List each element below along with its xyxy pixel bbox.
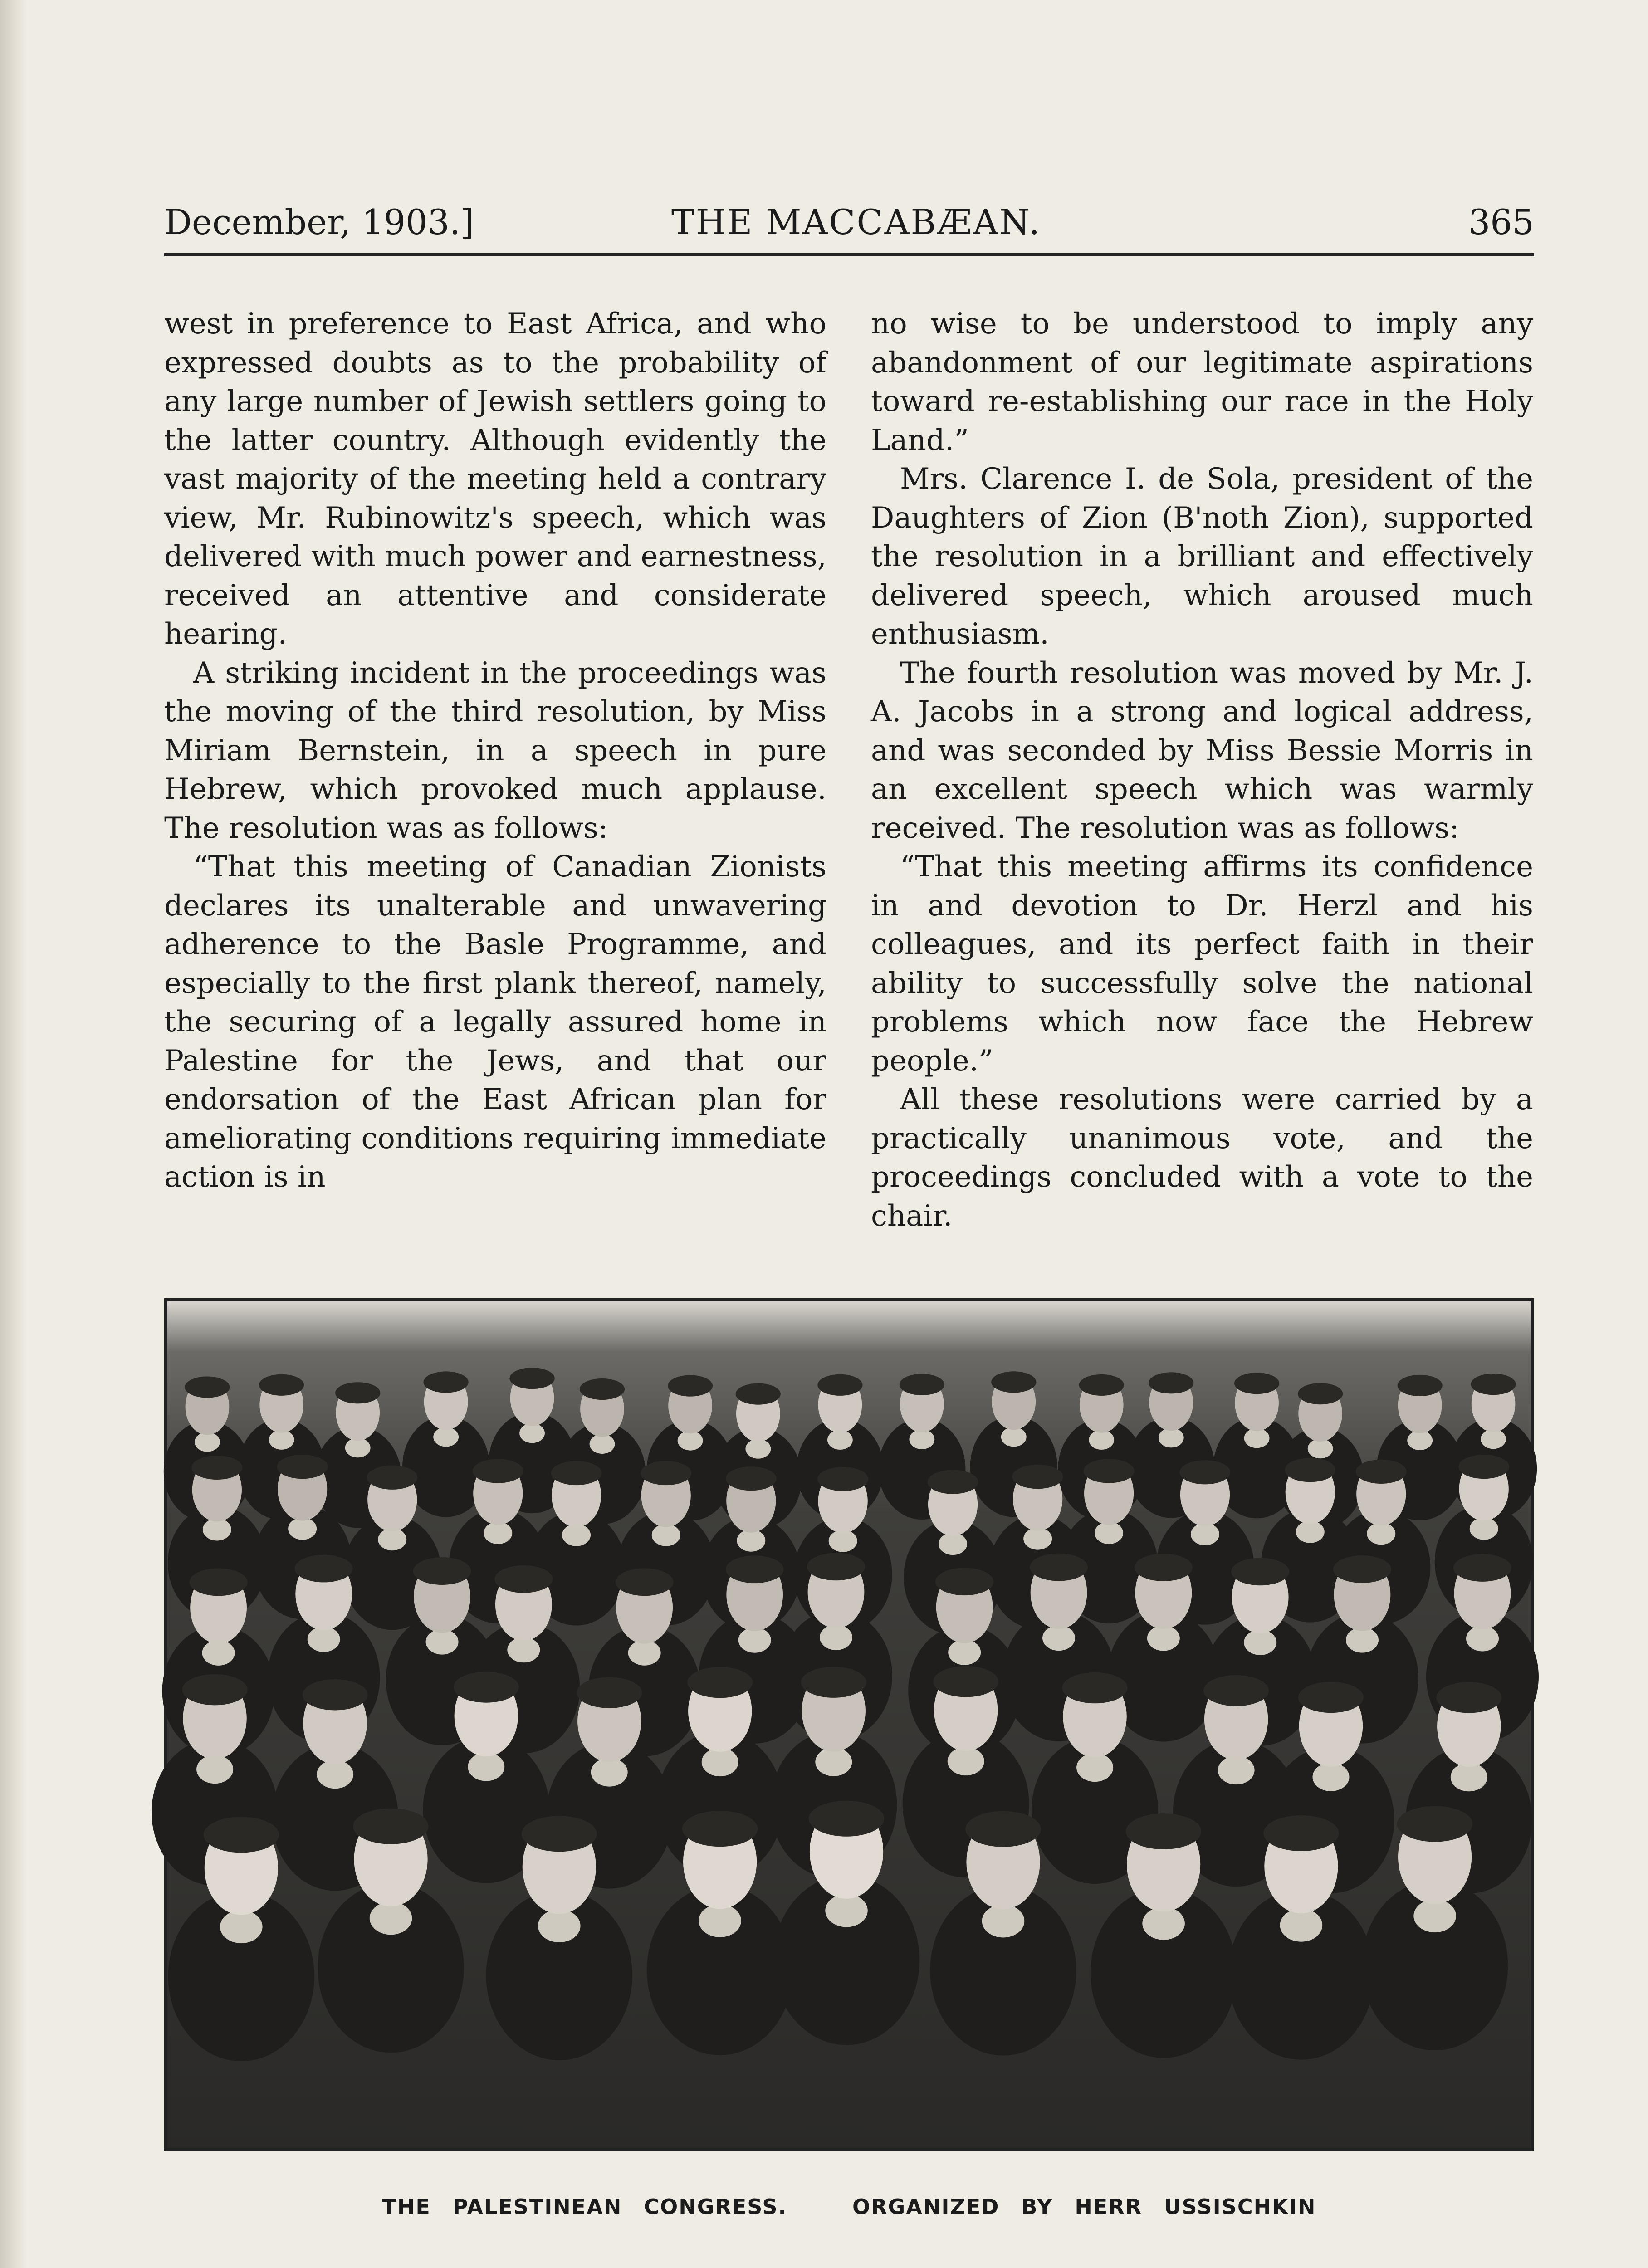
figure-hair (965, 1811, 1041, 1847)
figure-hair (1298, 1383, 1343, 1404)
figure-hair (736, 1383, 781, 1405)
figure-hair (726, 1466, 777, 1491)
figure-collar (370, 1902, 412, 1935)
figure-collar (1466, 1626, 1499, 1651)
group-photograph (164, 1298, 1534, 2151)
paragraph: west in preference to East Africa, and who expressed doubts as to the probability of any large number of Jewish settlers going to the latter country. Although evidently the vast majority of the meeting held a contrary view, Mr. Rubinowitz's speech, which was delivered with much power and earnestness, received an attentive and considerate hearing. (164, 307, 826, 651)
figure-collar (591, 1758, 628, 1787)
figure-collar (1481, 1429, 1506, 1449)
header-date: December, 1903.] (164, 202, 474, 242)
figure-collar (1413, 1899, 1456, 1932)
figure-collar (702, 1748, 738, 1776)
figure-collar (433, 1427, 459, 1447)
figure-collar (288, 1518, 317, 1540)
figure-hair (1149, 1372, 1193, 1393)
figure-hair (190, 1568, 248, 1596)
figure-collar (507, 1637, 540, 1662)
figure-collar (829, 1530, 857, 1552)
figure-collar (1001, 1427, 1027, 1447)
figure-collar (269, 1430, 294, 1450)
figure-collar (538, 1909, 581, 1942)
figure-hair (1079, 1374, 1124, 1396)
page-gutter (0, 0, 27, 2268)
figure-collar (1244, 1630, 1276, 1655)
figure-hair (277, 1455, 328, 1479)
figure-collar (1244, 1428, 1270, 1448)
figure-hair (185, 1376, 230, 1398)
figure-collar (1042, 1625, 1075, 1651)
figure-collar (1191, 1523, 1219, 1545)
figure-hair (1234, 1373, 1279, 1394)
figure-hair (933, 1666, 998, 1697)
figure-hair (1397, 1806, 1472, 1842)
paragraph: A striking incident in the proceedings was the moving of the third resolution, by Miss Miriam Bernstein, in a speech in pure Hebrew, which provoked much applause. The resolution was as follows: (164, 656, 826, 845)
figure-collar (948, 1640, 981, 1665)
figure-hair (367, 1466, 418, 1490)
figure-hair (817, 1467, 868, 1491)
figure-collar (1308, 1439, 1333, 1458)
figure-hair (335, 1382, 380, 1403)
figure-collar (1142, 1907, 1185, 1940)
figure-hair (182, 1674, 248, 1705)
figure-collar (562, 1524, 591, 1546)
figure-hair (1179, 1460, 1230, 1484)
figure-collar (590, 1434, 615, 1454)
figure-collar (1312, 1763, 1349, 1791)
figure-collar (196, 1755, 233, 1784)
photo-caption: THE PALESTINEAN CONGRESS. ORGANIZED BY HERR USSISCHKIN (382, 2195, 1316, 2219)
figure-collar (317, 1760, 353, 1789)
figure-hair (668, 1375, 713, 1397)
figure-collar (1346, 1628, 1379, 1653)
figure-collar (1076, 1753, 1113, 1782)
header-rule (164, 253, 1534, 256)
figure-collar (738, 1628, 771, 1653)
figure-hair (1062, 1672, 1128, 1703)
figure-collar (825, 1894, 868, 1927)
figure-hair (1084, 1459, 1135, 1483)
figure-hair (1298, 1682, 1364, 1713)
figure-hair (353, 1809, 428, 1844)
figure-collar (1470, 1518, 1498, 1540)
figure-collar (1407, 1431, 1433, 1450)
figure-collar (737, 1530, 765, 1552)
figure-hair (259, 1374, 304, 1396)
figure-hair (303, 1679, 368, 1710)
figure-hair (1135, 1554, 1193, 1581)
figure-collar (345, 1438, 371, 1457)
figure-hair (682, 1811, 758, 1847)
figure-collar (678, 1431, 703, 1450)
figure-collar (1147, 1626, 1180, 1651)
figure-collar (378, 1528, 406, 1550)
figure-hair (1436, 1682, 1501, 1713)
figure-collar (203, 1518, 231, 1540)
figure-collar (652, 1524, 680, 1546)
page-number: 365 (1468, 202, 1534, 242)
figure-hair (454, 1672, 519, 1702)
figure-collar (468, 1753, 504, 1781)
paragraph: The fourth resolution was moved by Mr. J. A. Jacobs in a strong and logical address, and was seconded by Miss Bessie Morris in an excellent speech which was warmly received. The resolution was as follows: (871, 656, 1533, 845)
figure-collar (1451, 1763, 1487, 1791)
paragraph: Mrs. Clarence I. de Sola, president of the Daughters of Zion (B'noth Zion), supported the resolution in a brilliant and effectively delivered speech, which aroused much enthusiasm. (871, 462, 1533, 651)
figure-hair (509, 1368, 554, 1389)
figure-collar (745, 1439, 771, 1458)
figure-hair (1263, 1815, 1339, 1851)
figure-hair (900, 1374, 944, 1395)
figure-collar (815, 1748, 852, 1776)
figure-collar (628, 1640, 661, 1666)
figure-hair (928, 1470, 978, 1494)
paragraph: “That this meeting of Canadian Zionists declares its unalterable and unwavering adherence to the Basle Programme, and especially to the first plank thereof, namely, the securing of a legally assured home in Palestine for the Jews, and that our endorsation of the East African plan for ameliorating conditions requiring immediate action is in (164, 850, 826, 1194)
figure-collar (1296, 1521, 1325, 1543)
text-column-right (871, 305, 1533, 1233)
figure-collar (220, 1910, 263, 1943)
paragraph: no wise to be understood to imply any abandonment of our legitimate aspirations toward re-establishing our race in the Holy Land.” (871, 307, 1533, 457)
figure-collar (195, 1432, 220, 1452)
figure-collar (982, 1905, 1025, 1938)
figure-hair (726, 1555, 784, 1583)
figure-collar (1218, 1756, 1255, 1784)
figure-collar (1023, 1528, 1052, 1550)
figure-hair (991, 1371, 1036, 1393)
running-header (164, 200, 1534, 249)
figure-collar (202, 1640, 235, 1666)
paragraph: “That this meeting affirms its confidence in and devotion to Dr. Herzl and his colleagues, and its perfect faith in their ability to successfully solve the national problems which now face the Hebrew people.” (871, 850, 1533, 1078)
figure-hair (616, 1568, 674, 1596)
journal-title: THE MACCABÆAN. (671, 202, 1042, 242)
figure-hair (1356, 1460, 1407, 1484)
figure-hair (1453, 1554, 1511, 1582)
figure-collar (1095, 1522, 1123, 1544)
figure-hair (580, 1378, 625, 1400)
figure-hair (204, 1817, 279, 1853)
figure-collar (827, 1430, 853, 1450)
figure-collar (948, 1747, 984, 1775)
figure-hair (577, 1677, 642, 1708)
figure-hair (413, 1557, 471, 1585)
figure-hair (817, 1374, 862, 1396)
figure-hair (191, 1456, 242, 1480)
figure-collar (426, 1629, 459, 1655)
figure-hair (801, 1667, 866, 1698)
figure-hair (1231, 1558, 1289, 1585)
figure-hair (1285, 1458, 1335, 1482)
figure-hair (424, 1371, 469, 1393)
paragraph: All these resolutions were carried by a practically unanimous vote, and the proceedings concluded with a vote to the chair. (871, 1083, 1533, 1233)
figure-hair (494, 1565, 553, 1593)
figure-hair (1471, 1374, 1516, 1395)
figure-hair (1126, 1813, 1201, 1849)
figure-hair (1398, 1375, 1443, 1396)
figure-hair (935, 1568, 993, 1595)
figure-collar (820, 1625, 852, 1650)
figure-hair (473, 1459, 523, 1483)
figure-collar (1159, 1428, 1184, 1447)
figure-hair (687, 1667, 753, 1698)
figure-hair (551, 1461, 602, 1485)
figure-hair (809, 1801, 884, 1837)
figure-collar (1089, 1430, 1114, 1450)
photo-halftone (167, 1301, 1531, 2148)
figure-collar (308, 1627, 340, 1652)
figure-hair (522, 1816, 597, 1852)
figure-hair (807, 1553, 865, 1580)
figure-collar (1367, 1522, 1395, 1545)
figure-collar (519, 1423, 545, 1443)
figure-collar (939, 1533, 967, 1555)
figure-hair (1012, 1465, 1063, 1489)
figure-hair (1203, 1675, 1269, 1706)
figure-collar (699, 1904, 741, 1937)
figure-hair (1333, 1555, 1391, 1583)
figure-collar (1280, 1909, 1323, 1942)
figure-collar (909, 1430, 934, 1449)
figure-hair (295, 1555, 353, 1583)
figure-hair (641, 1461, 691, 1485)
figure-hair (1458, 1455, 1509, 1479)
figure-collar (484, 1522, 512, 1544)
text-column-left (164, 305, 826, 1194)
figure-hair (1030, 1554, 1088, 1581)
